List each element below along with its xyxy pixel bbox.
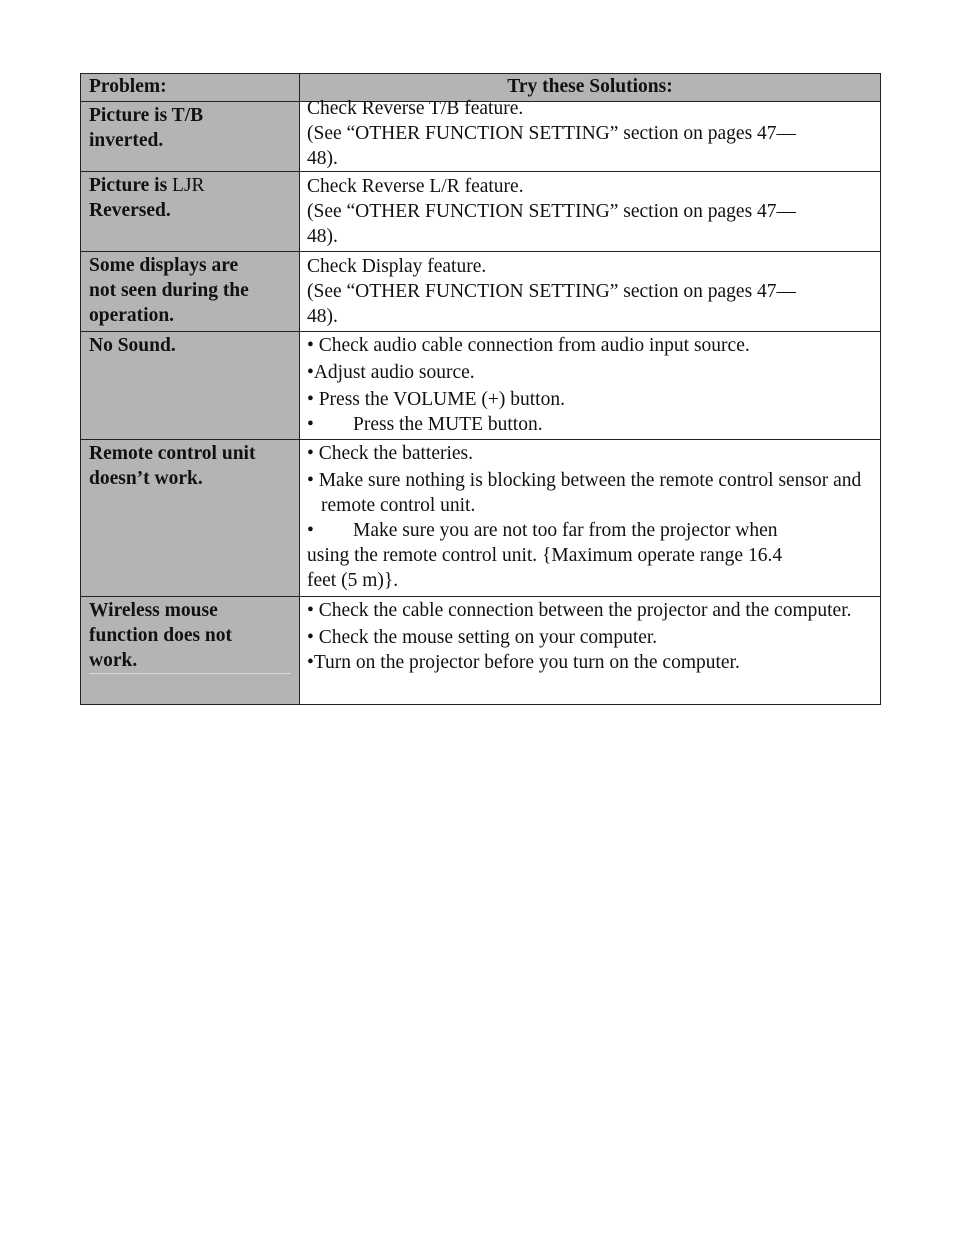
solution-text: Check Reverse L/R feature.: [307, 176, 524, 197]
solution-text: • Check audio cable connection from audio input source.: [307, 335, 750, 356]
problem-text: not seen during the: [89, 280, 249, 301]
solution-text: 48).: [307, 148, 338, 169]
problem-text: No Sound.: [89, 335, 176, 356]
problem-cell: [81, 597, 300, 705]
table-row: [81, 597, 881, 705]
table-row: [81, 440, 881, 597]
bullet-glyph: •: [307, 414, 314, 435]
solution-text: • Check the batteries.: [307, 443, 474, 464]
solution-text: Check Display feature.: [307, 256, 487, 277]
solution-text: • Check the cable connection between the projector and the computer.: [307, 600, 852, 621]
solution-cell: [300, 597, 881, 705]
problem-text: Wireless mouse: [89, 600, 218, 621]
problem-text: [89, 173, 291, 198]
troubleshooting-table: [80, 73, 881, 705]
problem-cell: [81, 102, 300, 172]
problem-text: Picture is T/B: [89, 105, 204, 126]
solution-cell: [300, 440, 881, 597]
solution-text-line: [307, 412, 872, 437]
solution-text: (See “OTHER FUNCTION SETTING” section on pages 47—: [307, 281, 797, 302]
problem-text-block: [89, 598, 291, 674]
solution-text: Make sure you are not too far from the projector when: [353, 520, 778, 541]
table-row: [81, 102, 881, 172]
solution-text: Check Reverse T/B feature.: [307, 98, 524, 119]
table-row: [81, 332, 881, 440]
bullet-glyph: •: [307, 520, 314, 541]
solution-cell: [300, 172, 881, 252]
solution-text: 48).: [307, 306, 338, 327]
solution-text: • Press the VOLUME (+) button.: [307, 389, 565, 410]
problem-text-normal: LJR: [172, 175, 205, 196]
problem-text: inverted.: [89, 130, 164, 151]
solution-text: • Make sure nothing is blocking between the remote control sensor and remote control unit.: [307, 470, 862, 516]
header-problem: Problem:: [81, 74, 300, 102]
problem-text: Remote control unit: [89, 443, 256, 464]
problem-cell: [81, 332, 300, 440]
problem-cell: [81, 252, 300, 332]
solution-text: (See “OTHER FUNCTION SETTING” section on pages 47—: [307, 123, 797, 144]
problem-cell: [81, 172, 300, 252]
solution-text: • Check the mouse setting on your computer.: [307, 627, 658, 648]
solution-text-line: [307, 518, 872, 543]
solution-text: (See “OTHER FUNCTION SETTING” section on pages 47—: [307, 201, 797, 222]
problem-text: Reversed.: [89, 200, 171, 221]
problem-text: doesn’t work.: [89, 468, 203, 489]
table-row: [81, 172, 881, 252]
solution-cell: [300, 252, 881, 332]
problem-text: function does not: [89, 625, 233, 646]
solution-text: using the remote control unit. {Maximum operate range 16.4: [307, 545, 783, 566]
problem-cell: [81, 440, 300, 597]
problem-text: operation.: [89, 305, 175, 326]
solution-text: •Turn on the projector before you turn on the computer.: [307, 652, 740, 673]
solution-text: Press the MUTE button.: [353, 414, 543, 435]
problem-text: work.: [89, 650, 138, 671]
table-row: [81, 252, 881, 332]
solution-text: feet (5 m)}.: [307, 570, 399, 591]
problem-text-bold: Picture is: [89, 175, 173, 196]
problem-text: Some displays are: [89, 255, 239, 276]
solution-cell: [300, 332, 881, 440]
solution-text: 48).: [307, 226, 338, 247]
solution-text: •Adjust audio source.: [307, 362, 475, 383]
header-solutions: Try these Solutions:: [300, 74, 881, 102]
solution-cell: [300, 98, 881, 172]
